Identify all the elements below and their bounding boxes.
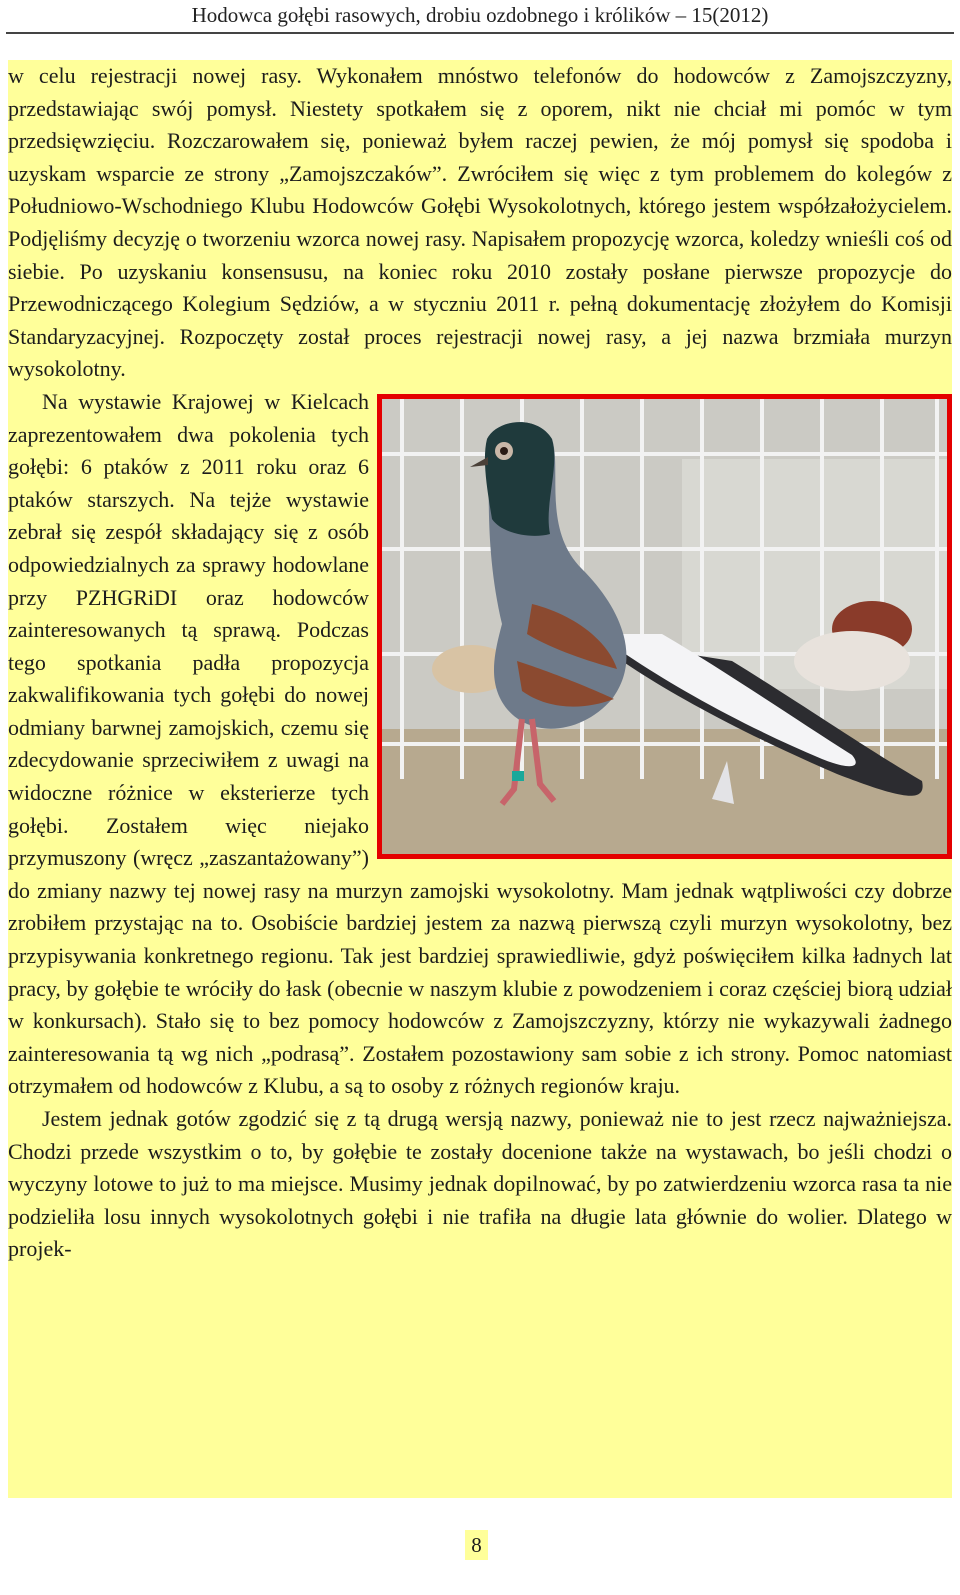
article-body — [8, 60, 952, 1498]
paragraph-1: w celu rejestracji nowej rasy. Wykonałem mnóstwo telefonów do hodowców z Zamojszczyzny, przedstawiając swój pomysł. Niestety spotkałem się z oporem, nikt nie chciał mi pomóc w tym przedsięwzięciu. Rozczarowałem się, ponieważ byłem raczej pewien, że mój pomysł się spodoba i uzyskam wsparcie ze strony „Zamojszczaków”. Zwróciłem się więc z tym problemem do kolegów z Południowo-Wschodniego Klubu Hodowców Gołębi Wysokolotnych, którego jestem współzałożycielem. Podjęliśmy decyzję o tworzeniu wzorca nowej rasy. Napisałem propozycję wzorca, koledzy wnieśli coś od siebie. Po uzyskaniu konsensusu, na koniec roku 2010 zostały posłane pierwsze propozycje do Przewodniczącego Kolegium Sędziów, a w styczniu 2011 r. pełną dokumentację złożyłem do Komisji Standaryzacyjnej. Rozpoczęty został proces rejestracji nowej rasy, a jej nazwa brzmiała murzyn wysokolotny. — [8, 63, 952, 382]
running-head: Hodowca gołębi rasowych, drobiu ozdobnego i królików – 15(2012) — [191, 3, 769, 27]
paragraph-3: Jestem jednak gotów zgodzić się z tą drugą wersją nazwy, ponieważ nie to jest rzecz najważniejsza. Chodzi przede wszystkim o to, by gołębie te zostały docenione także na wystawach, bo jeśli chodzi o wyczyny lotowe to już to ma miejsce. Musimy jednak dopilnować, by po zatwierdzeniu wzorca rasa ta nie podzieliła losu innych wysokolotnych gołębi i nie trafiła na długie lata głównie do wolier. Dlatego w projek- — [8, 1106, 952, 1262]
paragraph-2: Na wystawie Krajowej w Kielcach zaprezentowałem dwa pokolenia tych gołębi: 6 ptaków z 2011 roku oraz 6 ptaków starszych. Na tejże wystawie zebrał się zespół składający się z osób odpowiedzialnych za sprawy hodowlane przy PZHGRiDI oraz hodowców zainteresowanych tą sprawą. Podczas tego spotkania padła propozycja zakwalifikowania tych gołębi do nowej odmiany barwnej zamojskich, czemu się zdecydowanie sprzeciwiłem z uwagi na widoczne różnice w eksterierze tych gołębi. Zostałem więc niejako przymuszony (wręcz „zaszantażowany”) do zmiany nazwy tej nowej rasy na murzyn zamojski wysokolotny. Mam jednak wątpliwości czy dobrze zrobiłem przystając na to. Osobiście bardziej jestem za nazwą pierwszą czyli murzyn wysokolotny, bez przypisywania konkretnego regionu. Tak jest bardziej sprawiedliwie, gdyż poświęciłem kilka ładnych lat pracy, by gołębie te wróciły do łask (obecnie w naszym klubie z powodzeniem i coraz częściej biorą udział w konkursach). Stało się to bez pomocy hodowców z Zamojszczyzny, którzy nie wykazywali żadnego zainteresowania tą wg nich „podrasą”. Zostałem pozostawiony sam sobie z ich strony. Pomoc natomiast otrzymałem od hodowców z Klubu, a są to osoby z różnych regionów kraju. — [8, 388, 952, 1099]
page-number: 8 — [465, 1530, 488, 1560]
pigeon-photo — [377, 394, 952, 859]
pigeon-illustration — [382, 399, 947, 854]
header-rule — [6, 32, 954, 34]
